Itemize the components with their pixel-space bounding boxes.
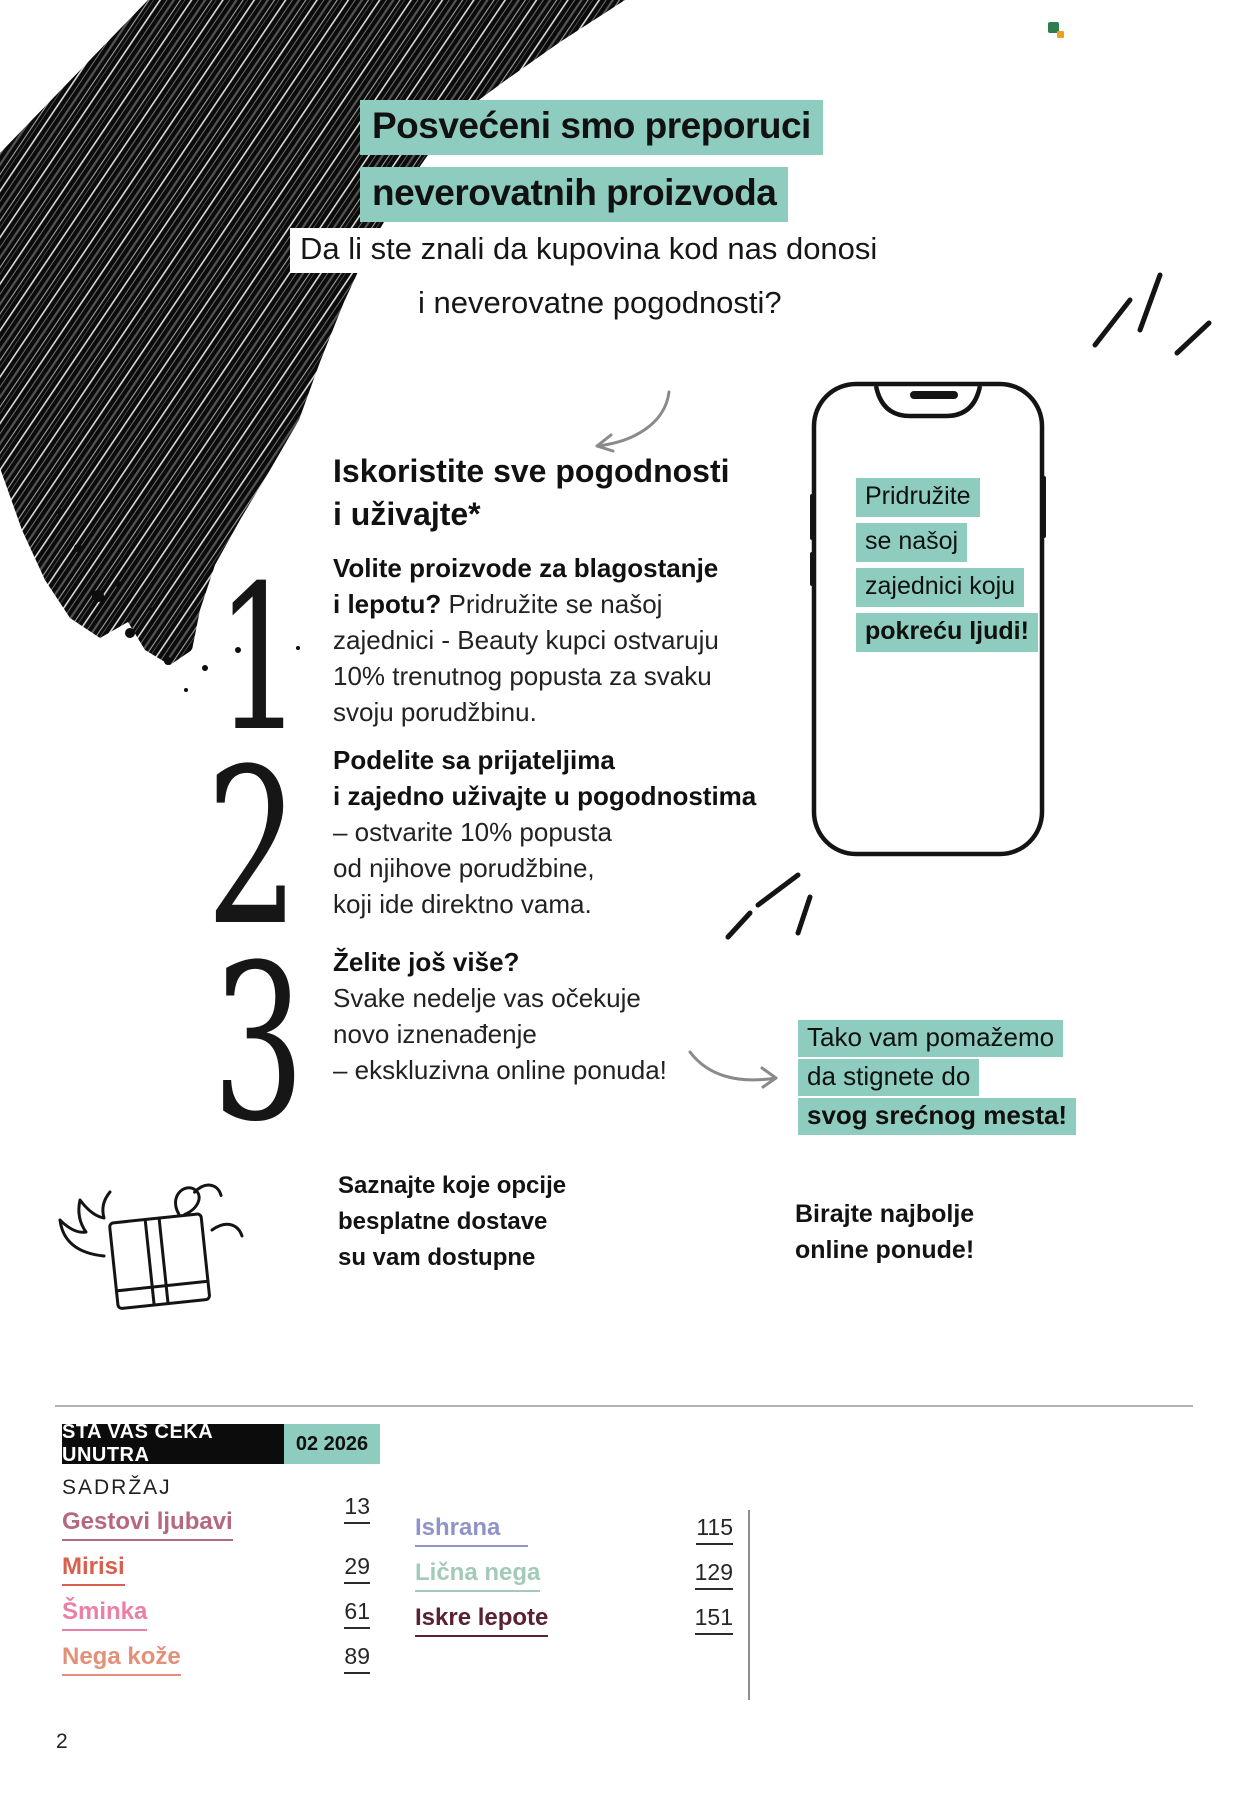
toc-page-number[interactable]: 129	[695, 1559, 733, 1590]
item-text: zajednici - Beauty kupci ostvaruju	[333, 625, 719, 655]
toc-link-nega-koze[interactable]: Nega kože	[62, 1643, 181, 1676]
item-text-bold: i lepotu?	[333, 589, 442, 619]
item-text: koji ide direktno vama.	[333, 889, 592, 919]
toc-page-number[interactable]: 61	[344, 1598, 370, 1629]
item-text-bold: Volite proizvode za blagostanje	[333, 553, 719, 583]
delivery-note	[338, 1168, 566, 1276]
phone-callout-line: Pridružite	[856, 478, 980, 517]
delivery-note-line: Saznajte koje opcije	[338, 1172, 567, 1199]
toc-page-number[interactable]: 151	[695, 1604, 733, 1635]
toc-page-number[interactable]: 115	[696, 1514, 733, 1545]
toc-right-column	[415, 1514, 733, 1649]
toc-link-iskre-lepote[interactable]: Iskre lepote	[415, 1604, 548, 1637]
phone-callout	[856, 478, 1038, 658]
toc-row	[415, 1514, 733, 1559]
online-note-line: Birajte najbolje	[795, 1200, 975, 1228]
delivery-note-line: besplatne dostave	[338, 1208, 548, 1235]
delivery-note-line: su vam dostupne	[338, 1244, 536, 1271]
item-text-bold: i zajedno uživajte u pogodnostima	[333, 781, 757, 811]
happy-callout-line: da stignete do	[798, 1059, 979, 1096]
page-number: 2	[56, 1730, 68, 1753]
phone-callout-line: zajednici koju	[856, 568, 1024, 607]
section-divider	[55, 1405, 1193, 1407]
title-line-1: Posvećeni smo preporuci	[360, 100, 823, 155]
toc-link-licna-nega[interactable]: Lična nega	[415, 1559, 540, 1592]
happy-place-callout	[798, 1020, 1076, 1137]
contents-bar-label: ŠTA VAS ČEKA UNUTRA	[62, 1424, 284, 1464]
eco-mark-yellow-square	[1057, 31, 1064, 38]
contents-section-label: SADRŽAJ	[62, 1476, 172, 1499]
eco-mark-icon	[1048, 22, 1064, 38]
list-numeral-3: 3	[212, 918, 306, 1169]
benefit-item-1	[333, 550, 719, 730]
benefits-heading	[333, 450, 730, 536]
toc-link-mirisi[interactable]: Mirisi	[62, 1553, 125, 1586]
happy-callout-bold-line: svog srećnog mesta!	[798, 1098, 1076, 1135]
toc-row	[62, 1598, 370, 1643]
item-text: Pridružite se našoj	[441, 589, 663, 619]
subtitle-line-1: Da li ste znali da kupovina kod nas donosi	[290, 228, 887, 273]
phone-callout-bold-line: pokreću ljudi!	[856, 613, 1038, 652]
toc-row	[415, 1604, 733, 1649]
benefit-item-3	[333, 944, 667, 1088]
phone-callout-line: se našoj	[856, 523, 967, 562]
title-line-2: neverovatnih proizvoda	[360, 167, 788, 222]
toc-link-sminka[interactable]: Šminka	[62, 1598, 147, 1631]
toc-page-number[interactable]: 13	[344, 1493, 370, 1524]
toc-link-gestovi-ljubavi[interactable]: Gestovi ljubavi	[62, 1508, 233, 1541]
toc-left-column	[62, 1493, 370, 1688]
toc-link-ishrana[interactable]: Ishrana	[415, 1514, 528, 1547]
item-text-bold: Želite još više?	[333, 947, 520, 977]
page-title	[360, 100, 823, 234]
toc-vertical-divider	[748, 1510, 750, 1700]
toc-page-number[interactable]: 29	[344, 1553, 370, 1584]
issue-badge: 02 2026	[284, 1424, 380, 1464]
online-note-line: online ponude!	[795, 1236, 975, 1264]
item-text: – ostvarite 10% popusta	[333, 817, 612, 847]
benefits-heading-line-1: Iskoristite sve pogodnosti	[333, 453, 730, 489]
benefit-item-2	[333, 742, 756, 922]
contents-bar	[62, 1421, 380, 1466]
online-offers-note	[795, 1196, 974, 1268]
item-text: – ekskluzivna online ponuda!	[333, 1055, 667, 1085]
arrow-right-icon	[686, 1046, 791, 1094]
phone-speaker	[910, 391, 958, 399]
toc-row	[62, 1643, 370, 1688]
item-text: od njihove porudžbine,	[333, 853, 595, 883]
toc-row	[415, 1559, 733, 1604]
list-numeral-2: 2	[206, 722, 300, 973]
benefits-heading-line-2: i uživajte*	[333, 496, 481, 532]
subtitle-line-2: i neverovatne pogodnosti?	[408, 282, 792, 327]
speed-lines-top-icon	[1085, 265, 1215, 365]
happy-callout-line: Tako vam pomažemo	[798, 1020, 1063, 1057]
toc-row	[62, 1553, 370, 1598]
item-text: 10% trenutnog popusta za svaku	[333, 661, 712, 691]
item-text: novo iznenađenje	[333, 1019, 537, 1049]
flying-package-illustration	[52, 1180, 247, 1330]
list-numeral-1: 1	[216, 543, 303, 776]
item-text-bold: Podelite sa prijateljima	[333, 745, 615, 775]
item-text: svoju porudžbinu.	[333, 697, 537, 727]
toc-row	[62, 1493, 370, 1553]
toc-page-number[interactable]: 89	[344, 1643, 370, 1674]
item-text: Svake nedelje vas očekuje	[333, 983, 641, 1013]
